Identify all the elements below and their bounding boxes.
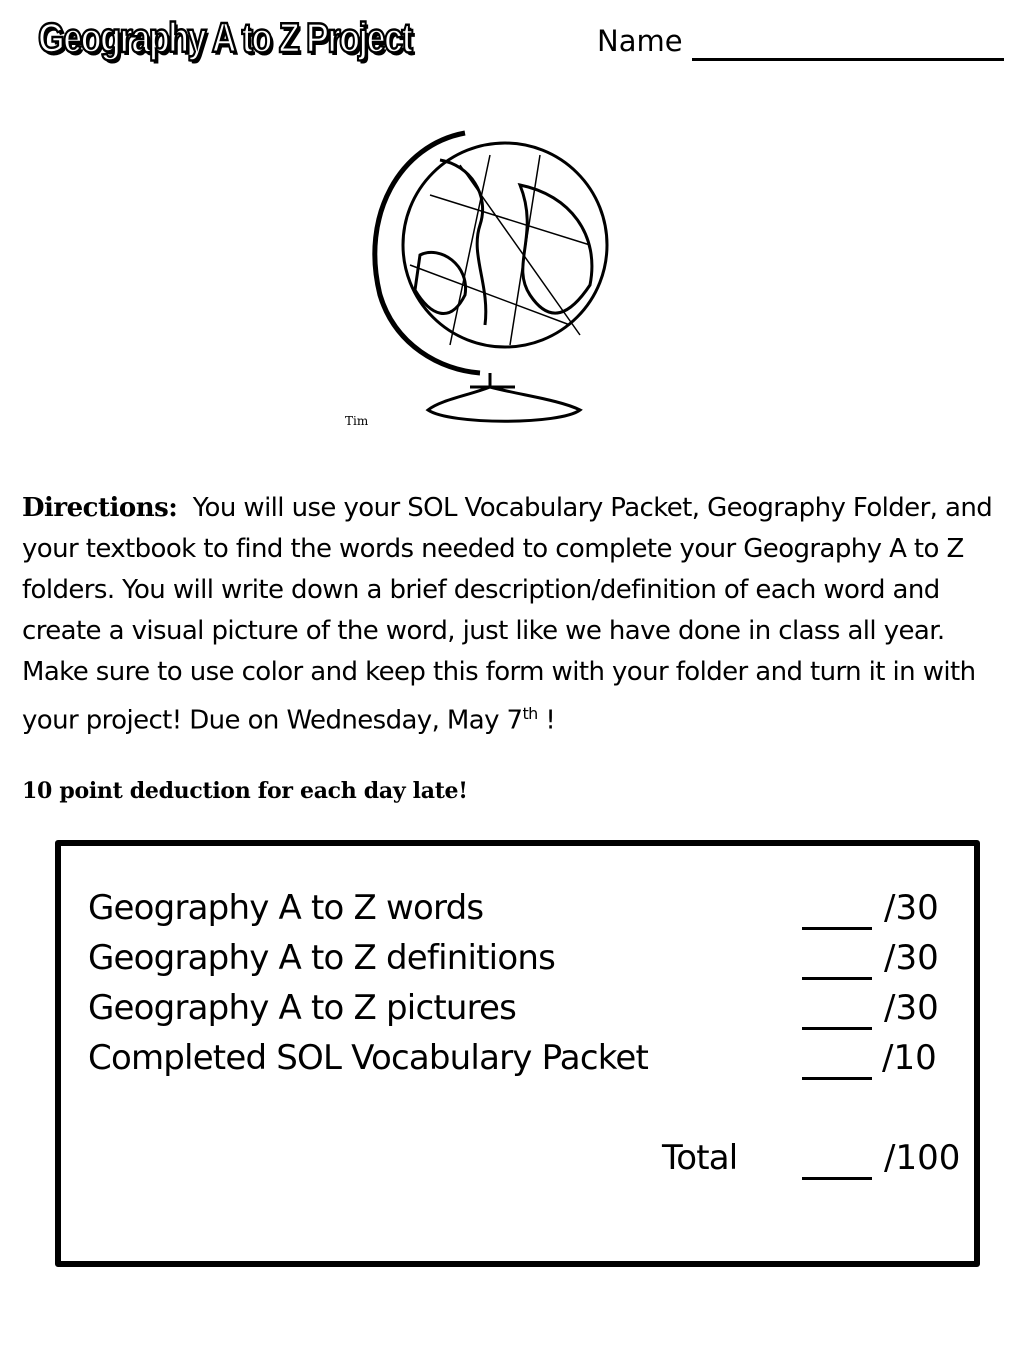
rubric-item-label: Geography A to Z words — [88, 888, 484, 928]
rubric-item-label: Geography A to Z definitions — [88, 938, 555, 978]
name-field[interactable] — [692, 58, 1004, 61]
directions-text: You will use your SOL Vocabulary Packet, Geography Folder, and your textbook to find the words needed to complete your Geography A to Z folders. You will write down a brief description/definition of each word and create a visual picture of the word, just like we have done in class all year. Make sure to use color and keep this form with your folder and turn it in with your project! Due on Wednesday, May 7 — [22, 493, 993, 736]
rubric-item-points: /10 — [882, 1038, 937, 1078]
page-title: Geography A to Z Project — [38, 14, 412, 61]
rubric-item-points: /30 — [884, 938, 939, 978]
total-points: /100 — [884, 1138, 961, 1178]
directions-label: Directions: — [22, 493, 178, 523]
rubric-item-points: /30 — [884, 888, 939, 928]
rubric-item-points: /30 — [884, 988, 939, 1028]
total-score-blank[interactable] — [802, 1177, 872, 1180]
globe-illustration — [340, 125, 620, 435]
score-blank[interactable] — [802, 977, 872, 980]
directions-end: ! — [537, 705, 556, 736]
ordinal-suffix: th — [522, 704, 538, 723]
late-policy: 10 point deduction for each day late! — [22, 778, 468, 804]
score-blank[interactable] — [802, 1027, 872, 1030]
rubric-item-label: Geography A to Z pictures — [88, 988, 517, 1028]
artist-signature: Tim — [345, 414, 369, 428]
directions-paragraph — [22, 488, 1012, 742]
name-label: Name — [597, 24, 683, 58]
rubric-item-label: Completed SOL Vocabulary Packet — [88, 1038, 649, 1078]
score-blank[interactable] — [802, 1077, 872, 1080]
total-label: Total — [662, 1138, 738, 1178]
score-blank[interactable] — [802, 927, 872, 930]
